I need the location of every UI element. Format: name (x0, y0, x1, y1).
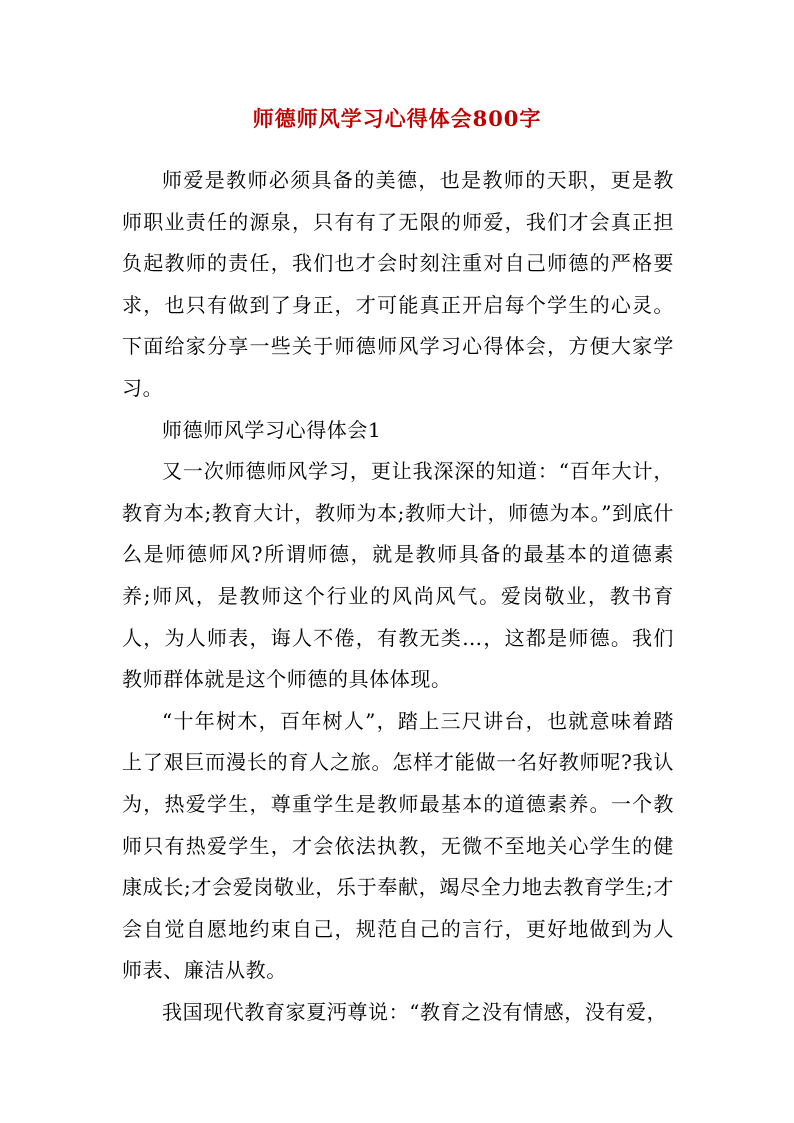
document-body (122, 160, 674, 1033)
paragraph-section1-3: 我国现代教育家夏沔尊说：“教育之没有情感，没有爱， (162, 999, 668, 1024)
paragraph-section1-1: 又一次师德师风学习，更让我深深的知道：“百年大计，教育为本;教育大计，教师为本;教师大计，师德为本。”到底什么是师德师风?所谓师德，就是教师具备的最基本的道德素养;师风，是教师这个行业的风尚风气。爱岗敬业，教书育人，为人师表，诲人不倦，有教无类…，这都是师德。我们教师群体就是这个师德的具体体现。 (122, 459, 674, 692)
paragraph-section1-2: “十年树木，百年树人”，踏上三尺讲台，也就意味着踏上了艰巨而漫长的育人之旅。怎样才能做一名好教师呢?我认为，热爱学生，尊重学生是教师最基本的道德素养。一个教师只有热爱学生，才会依法执教，无微不至地关心学生的健康成长;才会爱岗敬业，乐于奉献，竭尽全力地去教育学生;才会自觉自愿地约束自己，规范自己的言行，更好地做到为人师表、廉洁从教。 (122, 708, 674, 983)
paragraph-intro: 师爱是教师必须具备的美德，也是教师的天职，更是教师职业责任的源泉，只有有了无限的师爱，我们才会真正担负起教师的责任，我们也才会时刻注重对自己师德的严格要求，也只有做到了身正，才可能真正开启每个学生的心灵。下面给家分享一些关于师德师风学习心得体会，方便大家学习。 (122, 168, 674, 400)
section-heading-1: 师德师风学习心得体会1 (162, 417, 382, 442)
document-title: 师德师风学习心得体会800字 (252, 106, 542, 131)
